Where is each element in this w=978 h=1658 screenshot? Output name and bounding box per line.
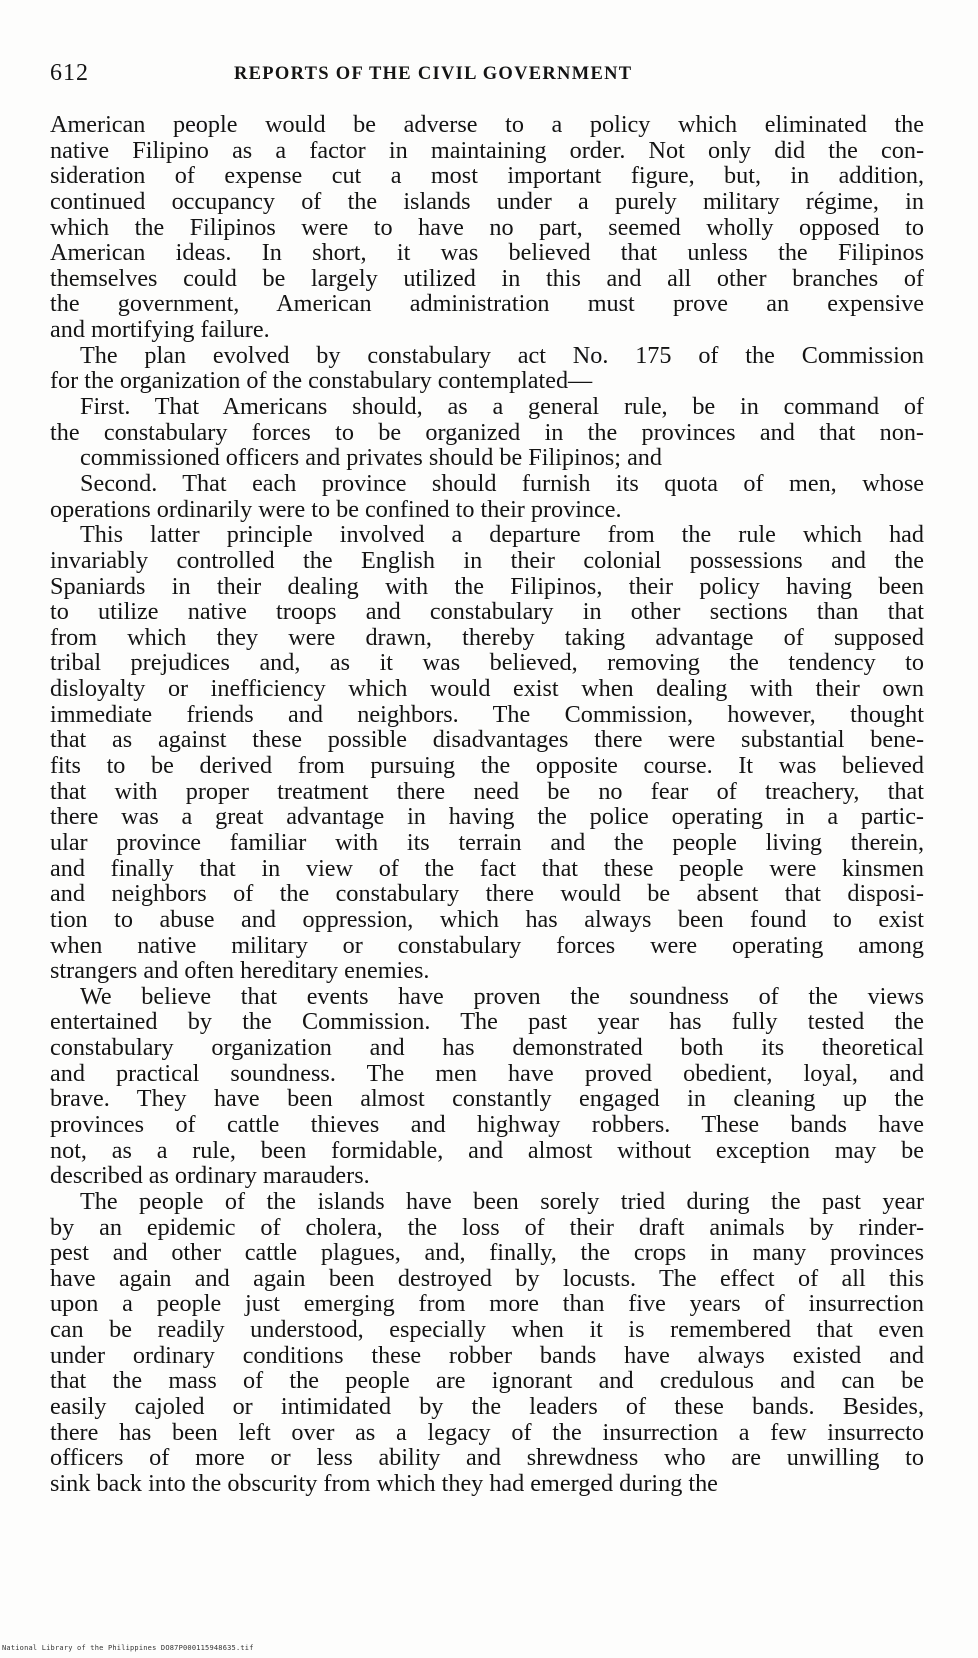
text-line: native Filipino as a factor in maintaining order. Not only did the con- bbox=[50, 137, 924, 164]
text-line: operations ordinarily were to be confined to their province. bbox=[50, 496, 622, 523]
text-line: can be readily understood, especially when it is remembered that even bbox=[50, 1317, 924, 1343]
text-line: that as against these possible disadvantages there were substantial bene- bbox=[50, 727, 924, 754]
text-line: that with proper treatment there need be no fear of treachery, that bbox=[50, 778, 924, 805]
text-line: brave. They have been almost constantly engaged in cleaning up the bbox=[50, 1086, 924, 1112]
body-text bbox=[50, 112, 924, 1497]
text-line: fits to be derived from pursuing the opposite course. It was believed bbox=[50, 753, 924, 779]
text-line: Second. That each province should furnish its quota of men, whose bbox=[80, 470, 924, 497]
text-line: not, as a rule, been formidable, and almost without exception may be bbox=[50, 1137, 924, 1164]
text-line: which the Filipinos were to have no part, seemed wholly opposed to bbox=[50, 214, 924, 241]
text-line: The plan evolved by constabulary act No. 175 of the Commission bbox=[80, 342, 924, 369]
text-line: sideration of expense cut a most important figure, but, in addition, bbox=[50, 163, 924, 189]
text-line: commissioned officers and privates should be Filipinos; and bbox=[80, 445, 662, 471]
text-line: American ideas. In short, it was believed that unless the Filipinos bbox=[50, 240, 924, 266]
text-line: for the organization of the constabulary contemplated— bbox=[50, 368, 593, 395]
text-line: there was a great advantage in having the police operating in a partic- bbox=[50, 804, 924, 830]
text-line: to utilize native troops and constabulary in other sections than that bbox=[50, 599, 924, 625]
text-line: invariably controlled the English in their colonial possessions and the bbox=[50, 547, 924, 574]
text-line: officers of more or less ability and shrewdness who are unwilling to bbox=[50, 1445, 924, 1471]
text-line: sink back into the obscurity from which they had emerged during the bbox=[50, 1470, 718, 1497]
page-header bbox=[50, 60, 920, 90]
running-head: REPORTS OF THE CIVIL GOVERNMENT bbox=[234, 64, 633, 84]
text-line: tion to abuse and oppression, which has always been found to exist bbox=[50, 906, 924, 933]
text-line: continued occupancy of the islands under a purely military régime, in bbox=[50, 188, 924, 215]
text-line: disloyalty or inefficiency which would exist when dealing with their own bbox=[50, 676, 924, 702]
text-line: We believe that events have proven the soundness of the views bbox=[80, 983, 924, 1010]
text-line: upon a people just emerging from more than five years of insurrection bbox=[50, 1291, 924, 1318]
text-line: easily cajoled or intimidated by the leaders of these bands. Besides, bbox=[50, 1394, 924, 1420]
text-line: American people would be adverse to a policy which eliminated the bbox=[50, 112, 924, 138]
text-line: the government, American administration must prove an expensive bbox=[50, 291, 924, 318]
text-line: and finally that in view of the fact that these people were kinsmen bbox=[50, 855, 924, 882]
text-line: described as ordinary marauders. bbox=[50, 1163, 370, 1189]
text-line: themselves could be largely utilized in this and all other branches of bbox=[50, 265, 924, 292]
text-line: entertained by the Commission. The past year has fully tested the bbox=[50, 1009, 924, 1036]
text-line: constabulary organization and has demonstrated both its theoretical bbox=[50, 1035, 924, 1061]
text-line: and mortifying failure. bbox=[50, 317, 270, 343]
text-line: strangers and often hereditary enemies. bbox=[50, 958, 430, 984]
text-line: ular province familiar with its terrain and the people living therein, bbox=[50, 829, 924, 856]
text-line: that the mass of the people are ignorant and credulous and can be bbox=[50, 1368, 924, 1395]
text-line: This latter principle involved a departure from the rule which had bbox=[80, 522, 924, 548]
text-line: by an epidemic of cholera, the loss of their draft animals by rinder- bbox=[50, 1214, 924, 1241]
text-line: there has been left over as a legacy of the insurrection a few insurrecto bbox=[50, 1419, 924, 1446]
text-line: under ordinary conditions these robber bands have always existed and bbox=[50, 1342, 924, 1369]
text-line: immediate friends and neighbors. The Commission, however, thought bbox=[50, 701, 924, 728]
text-line: the constabulary forces to be organized in the provinces and that non- bbox=[50, 419, 924, 446]
text-line: The people of the islands have been sorely tried during the past year bbox=[80, 1188, 924, 1215]
text-line: tribal prejudices and, as it was believed, removing the tendency to bbox=[50, 650, 924, 677]
text-line: and practical soundness. The men have proved obedient, loyal, and bbox=[50, 1060, 924, 1087]
text-line: when native military or constabulary forces were operating among bbox=[50, 932, 924, 959]
text-line: Spaniards in their dealing with the Filipinos, their policy having been bbox=[50, 573, 924, 600]
text-line: from which they were drawn, thereby taking advantage of supposed bbox=[50, 624, 924, 651]
text-line: have again and again been destroyed by locusts. The effect of all this bbox=[50, 1265, 924, 1292]
scan-footer-note: National Library of the Philippines DO87P000115948635.tif bbox=[2, 1644, 254, 1652]
text-line: provinces of cattle thieves and highway robbers. These bands have bbox=[50, 1111, 924, 1138]
text-line: First. That Americans should, as a general rule, be in command of bbox=[80, 394, 924, 420]
page-number: 612 bbox=[50, 60, 89, 86]
text-line: pest and other cattle plagues, and, finally, the crops in many provinces bbox=[50, 1240, 924, 1266]
text-line: and neighbors of the constabulary there would be absent that disposi- bbox=[50, 881, 924, 907]
